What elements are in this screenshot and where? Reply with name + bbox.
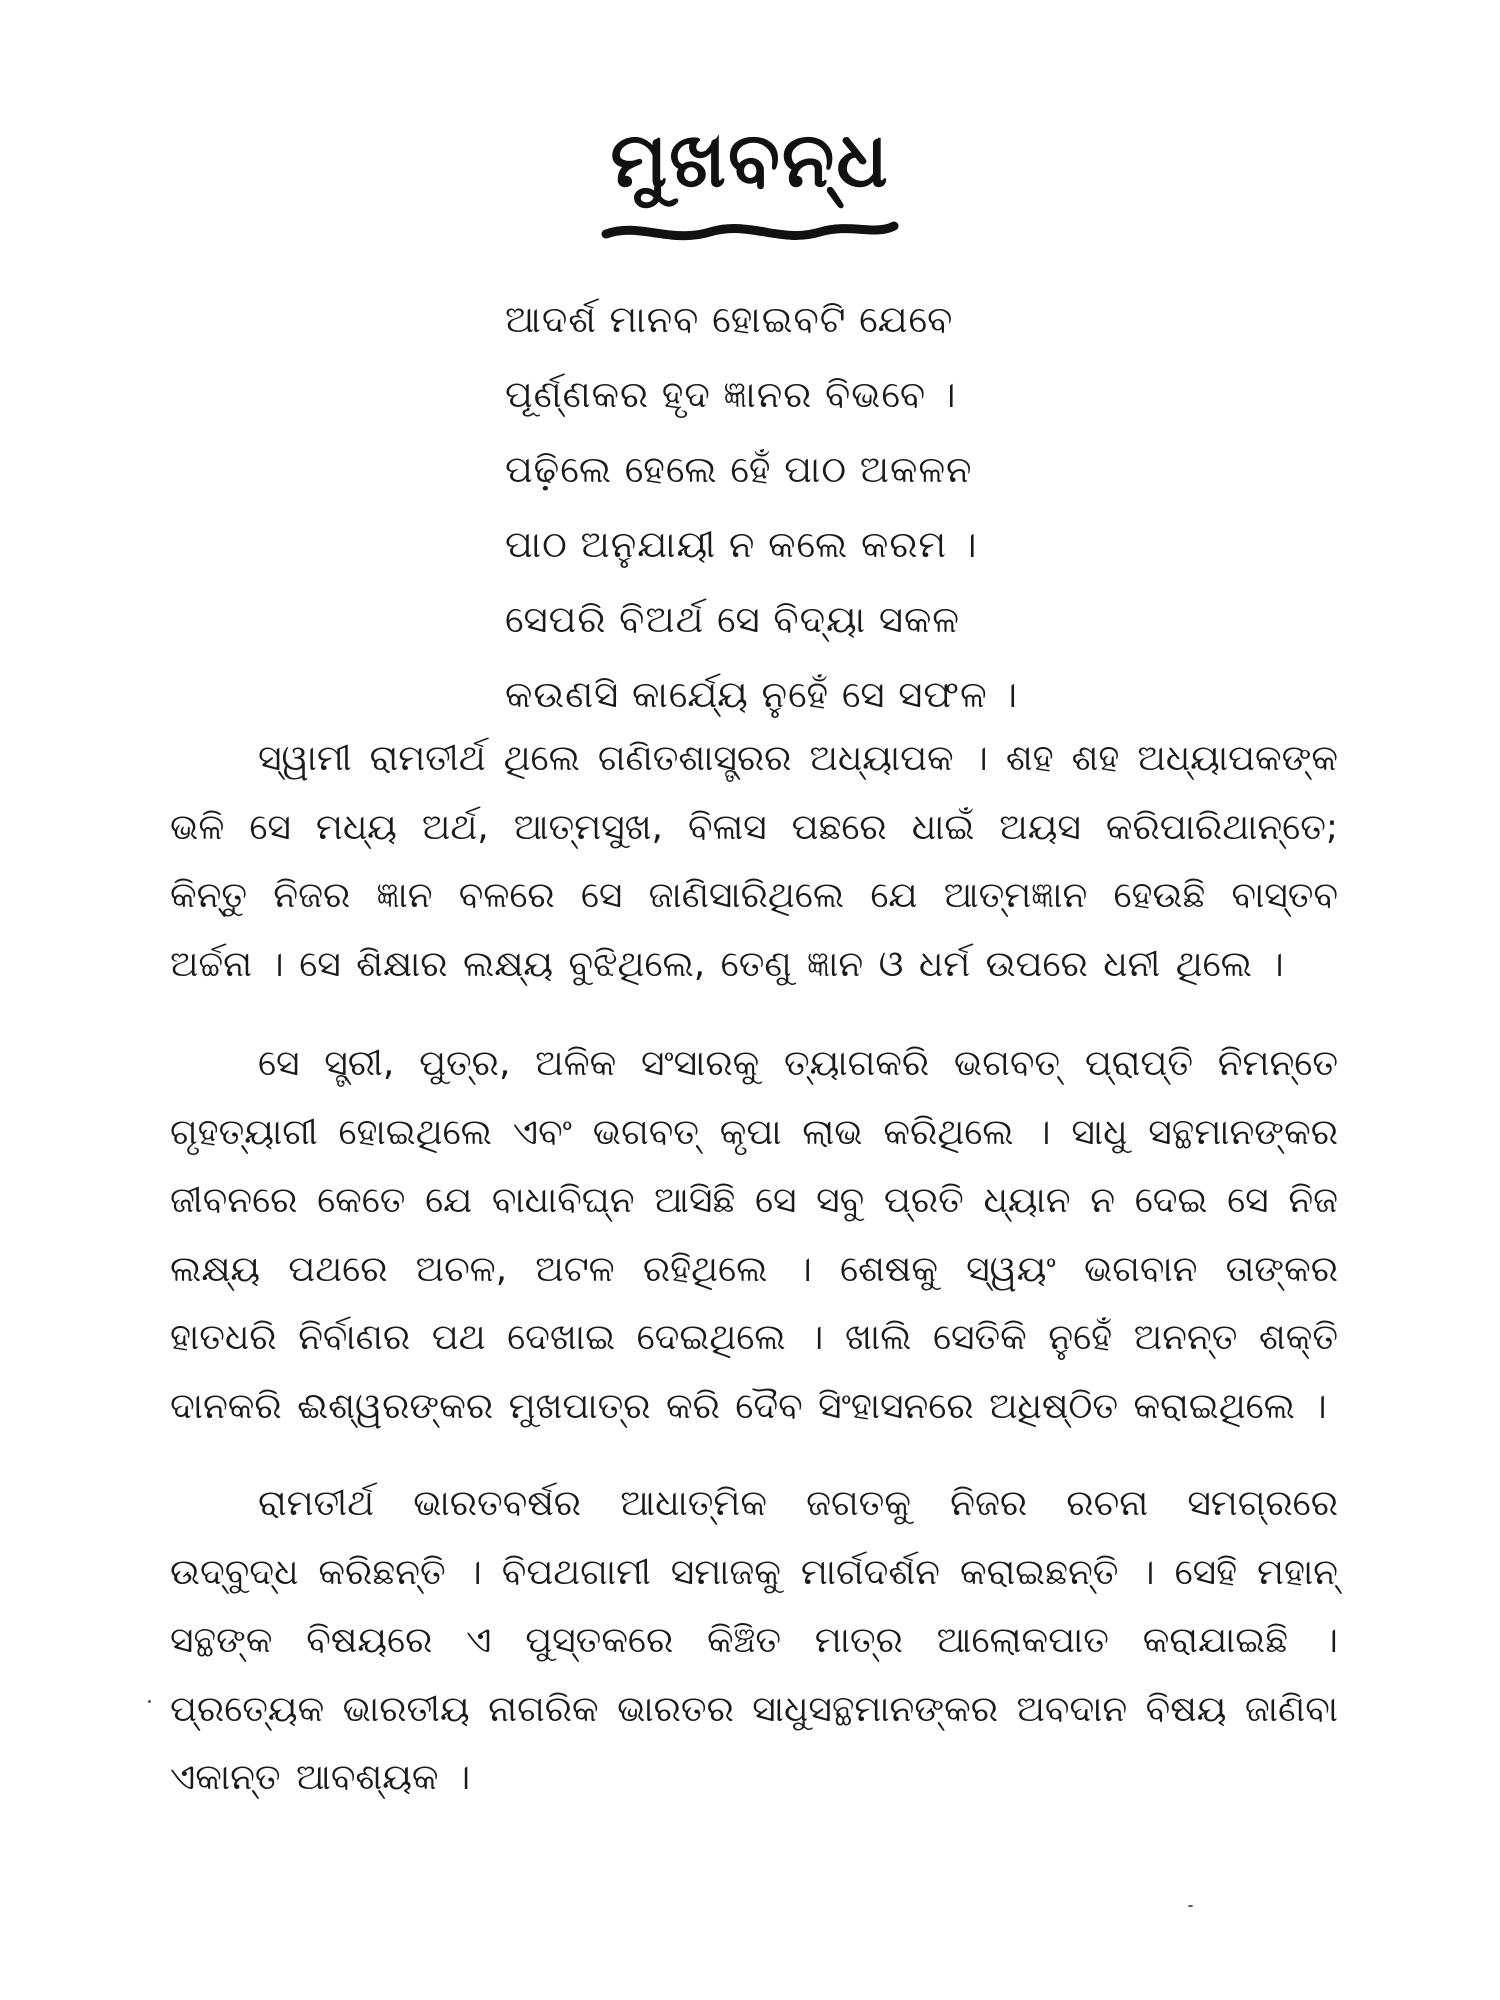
scan-speck	[148, 1700, 151, 1703]
poem-line: କଉଣସି କାର୍ଯ୍ୟେ ନୁହେଁ ସେ ସଫଳ ।	[505, 673, 1019, 716]
poem-line: ପୂର୍ଣ୍ଣକର ହୃଦ ଜ୍ଞାନର ବିଭବେ ।	[505, 373, 957, 416]
title-block	[0, 112, 1500, 250]
paragraph: ସେ ସ୍ତ୍ରୀ, ପୁତ୍ର, ଅଳିକ ସଂସାରକୁ ତ୍ୟାଗକରି ଭଗବତ୍ ପ୍ରାପ୍ତି ନିମନ୍ତେ ଗୃହତ୍ୟାଗୀ ହୋଇଥିଲେ ଏବଂ ଭଗବତ୍ କୃପା ଲାଭ କରିଥିଲେ । ସାଧୁ ସନ୍ଥମାନଙ୍କର ଜୀବନରେ କେତେ ଯେ ବାଧାବିଘ୍ନ ଆସିଛି ସେ ସବୁ ପ୍ରତି ଧ୍ୟାନ ନ ଦେଇ ସେ ନିଜ ଲକ୍ଷ୍ୟ ପଥରେ ଅଚଳ, ଅଟଳ ରହିଥିଲେ । ଶେଷକୁ ସ୍ୱୟଂ ଭଗବାନ ତାଙ୍କର ହାତଧରି ନିର୍ବାଣର ପଥ ଦେଖାଇ ଦେଇଥିଲେ । ଖାଲି ସେତିକି ନୁହେଁ ଅନନ୍ତ ଶକ୍ତି ଦାନକରି ଈଶ୍ୱରଙ୍କର ମୁଖପାତ୍ର କରି ଦୈବ ସିଂହାସନରେ ଅଧିଷ୍ଠିତ କରାଇଥିଲେ ।	[170, 1043, 1338, 1427]
paragraph: ସ୍ୱାମୀ ରାମତୀର୍ଥ ଥିଲେ ଗଣିତଶାସ୍ତ୍ରର ଅଧ୍ୟାପକ । ଶହ ଶହ ଅଧ୍ୟାପକଙ୍କ ଭଳି ସେ ମଧ୍ୟ ଅର୍ଥ, ଆତ୍ମସୁଖ, ବିଳାସ ପଛରେ ଧାଇଁ ଅୟସ କରିପାରିଥାନ୍ତେ; କିନ୍ତୁ ନିଜର ଜ୍ଞାନ ବଳରେ ସେ ଜାଣିସାରିଥିଲେ ଯେ ଆତ୍ମଜ୍ଞାନ ହେଉଛି ବାସ୍ତବ ଅର୍ଚ୍ଚନା । ସେ ଶିକ୍ଷାର ଲକ୍ଷ୍ୟ ବୁଝିଥିଲେ, ତେଣୁ ଜ୍ଞାନ ଓ ଧର୍ମ ଉପରେ ଧନୀ ଥିଲେ ।	[170, 738, 1338, 985]
paragraph: ରାମତୀର୍ଥ ଭାରତବର୍ଷର ଆଧାତ୍ମିକ ଜଗତକୁ ନିଜର ରଚନା ସମଗ୍ରରେ ଉଦ୍‌ବୁଦ୍ଧ କରିଛନ୍ତି । ବିପଥଗାମୀ ସମାଜକୁ ମାର୍ଗଦର୍ଶନ କରାଇଛନ୍ତି । ସେହି ମହାନ୍ ସନ୍ଥଙ୍କ ବିଷୟରେ ଏ ପୁସ୍ତକରେ କିଞ୍ଚିତ ମାତ୍ର ଆଲୋକପାତ କରାଯାଇଛି । ପ୍ରତ୍ୟେକ ଭାରତୀୟ ନାଗରିକ ଭାରତର ସାଧୁସନ୍ଥମାନଙ୍କର ଅବଦାନ ବିଷୟ ଜାଣିବା ଏକାନ୍ତ ଆବଶ୍ୟକ ।	[170, 1483, 1338, 1798]
page-title: ମୁଖବନ୍ଧ	[610, 115, 890, 204]
paragraph-3-block	[170, 1470, 1338, 1813]
poem-line: ପଢ଼ିଲେ ହେଲେ ହେଁ ପାଠ ଅକଳନ	[505, 448, 973, 491]
paragraph-2-block	[170, 1030, 1338, 1441]
paragraph-1-block	[170, 725, 1338, 999]
scan-speck	[1188, 1905, 1193, 1907]
poem-stanza	[505, 282, 1205, 732]
poem-line: ଆଦର୍ଶ ମାନବ ହୋଇବଟି ଯେବେ	[505, 298, 954, 341]
poem-line: ସେପରି ବିଅର୍ଥ ସେ ବିଦ୍ୟା ସକଳ	[505, 598, 961, 641]
title-underline-ornament	[600, 214, 900, 250]
poem-line: ପାଠ ଅନୁଯାୟୀ ନ କଲେ କରମ ।	[505, 523, 978, 566]
